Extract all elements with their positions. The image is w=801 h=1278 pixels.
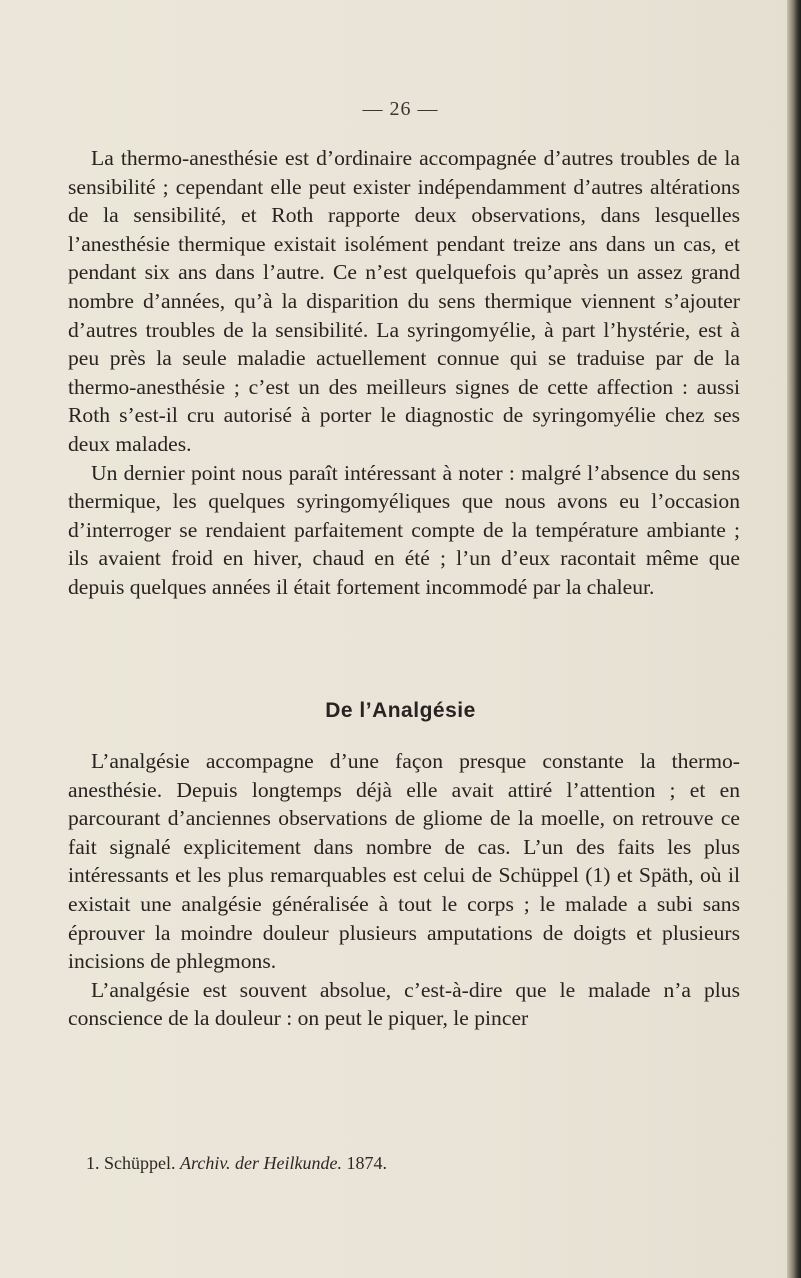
footnote-source: Archiv. der Heilkunde. <box>180 1153 342 1173</box>
paragraph-absolute-analgesia: L’analgésie est souvent absolue, c’est-à-dire que le malade n’a plus conscience de la douleur : on peut le piquer, le pincer <box>68 977 740 1031</box>
paragraph-last-point: Un dernier point nous paraît intéressant à noter : malgré l’absence du sens thermique, les quelques syringomyéliques que nous avons eu l’occasion d’interroger se rendaient parfaitement compte de la température ambiante ; ils avaient froid en hiver, chaud en été ; l’un d’eux racontait même que depuis quelques années il était fortement incommodé par la chaleur. <box>68 460 740 599</box>
footnote-number: 1. <box>86 1153 100 1173</box>
paragraph-analgesia: L’analgésie accompagne d’une façon presque constante la thermo-anesthésie. Depuis longtemps déjà elle avait attiré l’attention ; et en parcourant d’anciennes observations de gliome de la moelle, on retrouve ce fait signalé explicitement dans nombre de cas. L’un des faits les plus intéressants et les plus remarquables est celui de Schüppel (1) et Späth, où il existait une analgésie généralisée à tout le corps ; le malade a subi sans éprouver la moindre douleur plusieurs amputations de doigts et plusieurs incisions de phlegmons. <box>68 749 740 974</box>
page-edge-shadow <box>787 0 801 1278</box>
section-heading: De l’Analgésie <box>325 699 476 722</box>
body-text-upper <box>68 144 740 602</box>
body-text-lower <box>68 747 740 1033</box>
page-number: — 26 — <box>362 98 439 120</box>
footnote-author: Schüppel. <box>104 1153 176 1173</box>
footnote-year: 1874. <box>346 1153 387 1173</box>
paragraph-thermo-anesthesia: La thermo-anesthésie est d’ordinaire accompagnée d’autres troubles de la sensibilité ; cependant elle peut exister indépendamment d’autres altérations de la sensibilité, et Roth rapporte deux observations, dans lesquelles l’anesthésie thermique existait isolément pendant treize ans dans un cas, et pendant six ans dans l’autre. Ce n’est quelquefois qu’après un assez grand nombre d’années, qu’à la disparition du sens thermique viennent s’ajouter d’autres troubles de la sensibilité. La syringomyélie, à part l’hystérie, est à peu près la seule maladie actuellement connue qui se traduise par de la thermo-anesthésie ; c’est un des meilleurs signes de cette affection : aussi Roth s’est-il cru autorisé à porter le diagnostic de syringomyélie chez ses deux malades. <box>68 146 740 456</box>
footnote <box>86 1152 387 1174</box>
